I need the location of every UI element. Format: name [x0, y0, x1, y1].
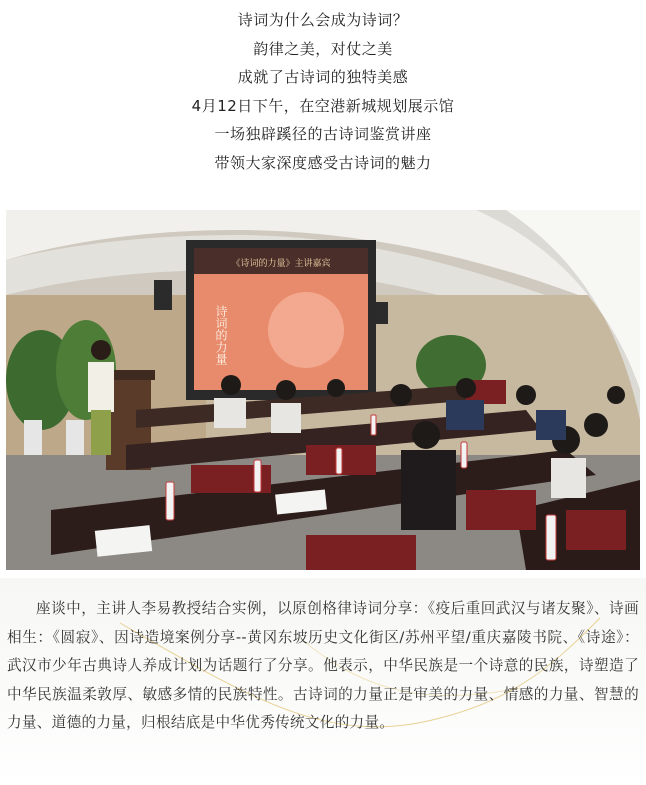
screen-title: 《诗词的力量》主讲嘉宾: [231, 259, 331, 269]
lecture-hall-illustration: [6, 210, 640, 570]
intro-line: 带领大家深度感受古诗词的魅力: [214, 153, 432, 172]
article-paragraph: 座谈中，主讲人李易教授结合实例，以原创格律诗词分享：《疫后重回武汉与诸友聚》、诗画相生：《圆寂》、因诗造境案例分享--黄冈东坡历史文化街区/苏州平望/重庆嘉陵书院、《诗途》：武汉市少年古典诗人养成计划为话题行了分享。他表示，中华民族是一个诗意的民族，诗塑造了中华民族温柔敦厚、敏感多情的民族特性。古诗词的力量正是审美的力量、情感的力量、智慧的力量、道德的力量，归根结底是中华优秀传统文化的力量。: [7, 600, 639, 731]
intro-text-block: [0, 6, 646, 177]
article-section: [0, 578, 646, 785]
speaker-right-icon: [376, 302, 388, 324]
screen-text: 诗词的力量: [214, 305, 228, 365]
intro-line: 一场独辟蹊径的古诗词鉴赏讲座: [214, 125, 432, 143]
intro-line: 4月12日下午，在空港新城规划展示馆: [191, 96, 455, 115]
intro-line: 诗词为什么会成为诗词？: [237, 11, 409, 29]
speaker-left-icon: [154, 280, 172, 310]
intro-line: 成就了古诗词的独特美感: [237, 68, 409, 86]
intro-line: 韵律之美，对仗之美: [253, 39, 393, 58]
lecture-photo: [6, 210, 640, 570]
